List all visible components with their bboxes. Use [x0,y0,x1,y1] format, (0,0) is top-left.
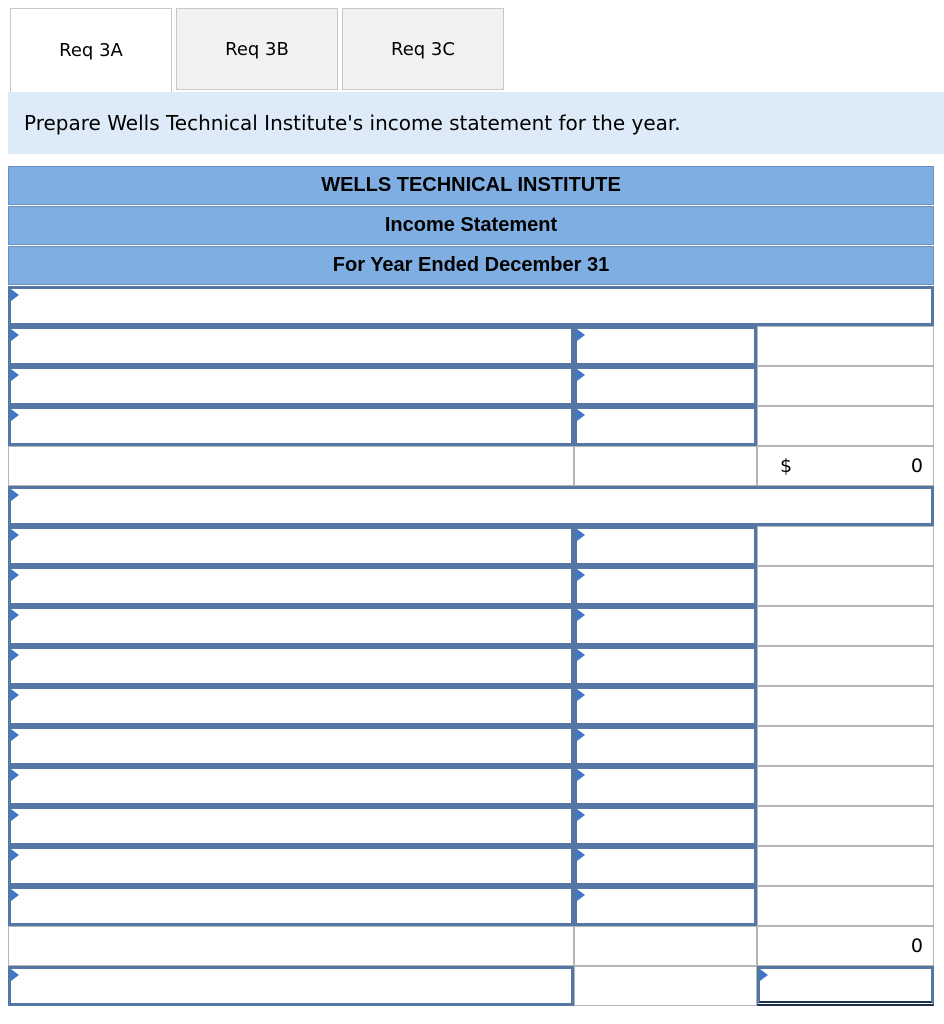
total-cell [757,566,934,606]
account-select[interactable] [8,526,574,566]
dropdown-marker-icon [11,849,19,861]
second-total-value: 0 [910,935,923,957]
dropdown-marker-icon [11,649,19,661]
total-cell [757,766,934,806]
amount-input[interactable] [574,806,757,846]
account-select[interactable] [8,726,574,766]
dropdown-marker-icon [11,889,19,901]
dropdown-marker-icon [11,729,19,741]
dropdown-marker-icon [11,329,19,341]
instruction-text: Prepare Wells Technical Institute's income statement for the year. [8,92,944,154]
account-select[interactable] [8,886,574,926]
dropdown-marker-icon [577,609,585,621]
dropdown-marker-icon [577,409,585,421]
statement-period: For Year Ended December 31 [8,246,934,285]
account-select[interactable] [8,846,574,886]
net-income-spacer [574,966,757,1006]
dropdown-marker-icon [577,889,585,901]
amount-input[interactable] [574,566,757,606]
total-cell [757,726,934,766]
subtotal-cell [574,926,757,966]
dropdown-marker-icon [577,729,585,741]
dropdown-marker-icon [11,969,19,981]
account-select[interactable] [8,806,574,846]
total-cell [757,326,934,366]
tab-req-3a[interactable] [10,8,172,92]
total-label-cell [8,926,574,966]
account-select[interactable] [8,766,574,806]
account-select[interactable] [8,326,574,366]
amount-input[interactable] [574,766,757,806]
amount-input[interactable] [574,726,757,766]
total-cell [757,806,934,846]
dropdown-marker-icon [11,769,19,781]
tab-req-3b[interactable] [176,8,338,90]
account-select[interactable] [8,566,574,606]
amount-input[interactable] [574,366,757,406]
net-income-input[interactable] [757,966,934,1006]
section-heading-input[interactable] [8,486,934,526]
dropdown-marker-icon [577,769,585,781]
section-heading-input[interactable] [8,286,934,326]
account-select[interactable] [8,406,574,446]
dropdown-marker-icon [577,329,585,341]
amount-input[interactable] [574,686,757,726]
total-cell [757,526,934,566]
dropdown-marker-icon [577,809,585,821]
dropdown-marker-icon [577,689,585,701]
statement-title: Income Statement [8,206,934,245]
dropdown-marker-icon [11,569,19,581]
dropdown-marker-icon [577,649,585,661]
dropdown-marker-icon [11,809,19,821]
tab-label: Req 3B [225,38,289,60]
total-cell [757,646,934,686]
account-select[interactable] [8,686,574,726]
dropdown-marker-icon [760,969,768,981]
dropdown-marker-icon [577,369,585,381]
total-cell [757,886,934,926]
account-select[interactable] [8,606,574,646]
dropdown-marker-icon [11,409,19,421]
dropdown-marker-icon [11,369,19,381]
dropdown-marker-icon [11,609,19,621]
amount-input[interactable] [574,526,757,566]
company-name: WELLS TECHNICAL INSTITUTE [8,166,934,205]
tab-label: Req 3C [391,38,455,60]
net-income-label-select[interactable] [8,966,574,1006]
currency-symbol: $ [780,455,793,477]
total-cell [757,606,934,646]
subtotal-cell [574,446,757,486]
amount-input[interactable] [574,646,757,686]
first-total-value: 0 [910,455,923,477]
amount-input[interactable] [574,886,757,926]
dropdown-marker-icon [577,849,585,861]
dropdown-marker-icon [577,529,585,541]
total-cell [757,846,934,886]
account-select[interactable] [8,646,574,686]
total-cell [757,686,934,726]
dropdown-marker-icon [11,489,19,501]
amount-input[interactable] [574,606,757,646]
amount-input[interactable] [574,406,757,446]
dropdown-marker-icon [11,289,19,301]
amount-input[interactable] [574,846,757,886]
tab-req-3c[interactable] [342,8,504,90]
account-select[interactable] [8,366,574,406]
dropdown-marker-icon [11,529,19,541]
amount-input[interactable] [574,326,757,366]
tab-label: Req 3A [59,40,123,61]
first-total-cell [757,446,934,486]
second-total-cell [757,926,934,966]
total-cell [757,406,934,446]
dropdown-marker-icon [11,689,19,701]
total-cell [757,366,934,406]
total-label-cell [8,446,574,486]
dropdown-marker-icon [577,569,585,581]
